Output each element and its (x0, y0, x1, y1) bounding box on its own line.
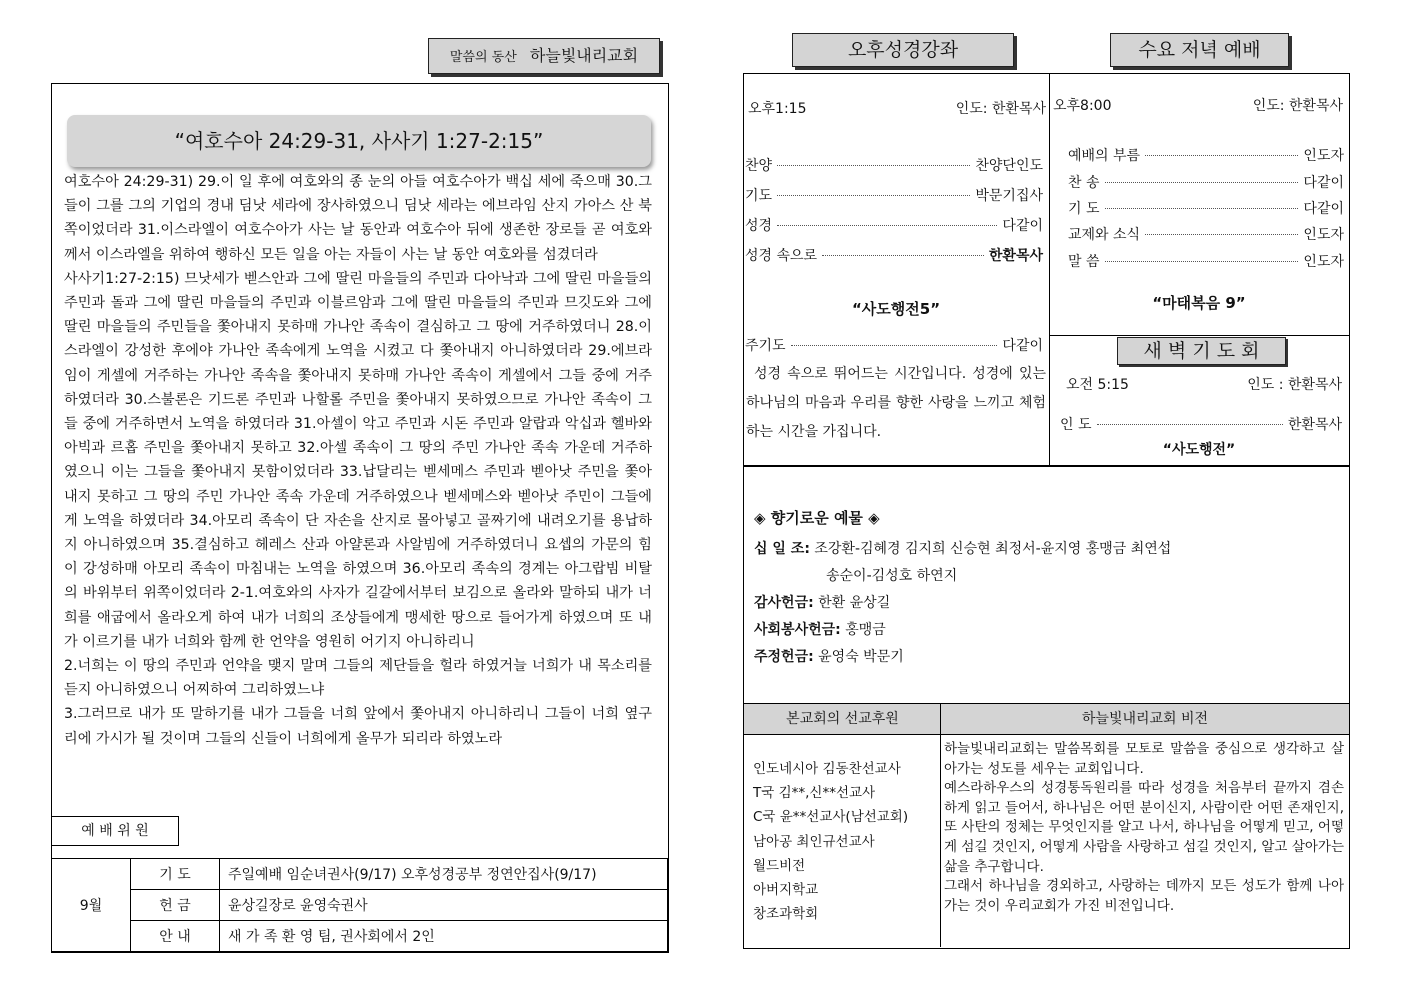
order-label: 찬 송 (1068, 175, 1100, 191)
wednesday-item (1068, 224, 1344, 244)
scripture-paragraph: 3.그러므로 내가 또 말하기를 내가 그들을 너희 앞에서 쫓아내지 아니하리니 그들이 너희 옆구리에 가시가 될 것이며 그들의 신들이 너희에게 올무가 되리라 하였노라 (64, 706, 652, 747)
order-value: 인도자 (1303, 227, 1344, 243)
committee-label: 예 배 위 원 (81, 823, 149, 839)
order-value: 다같이 (1002, 338, 1043, 354)
offering-label: 사회봉사헌금: (754, 622, 841, 638)
wednesday-item (1068, 251, 1344, 271)
order-value: 다같이 (1002, 218, 1043, 234)
committee-detail: 주일예배 임순녀권사(9/17) 오후성경공부 정연안집사(9/17) (220, 859, 668, 890)
order-value: 인도자 (1303, 148, 1344, 164)
dawn-header (1066, 374, 1342, 394)
order-label: 인 도 (1060, 417, 1092, 433)
offering-label: 감사헌금: (754, 595, 814, 611)
dawn-divider (1049, 335, 1349, 336)
scripture-text (64, 170, 652, 816)
offering-row (754, 536, 1344, 563)
scripture-paragraph: 여호수아 24:29-31) 29.이 일 후에 여호와의 종 눈의 아들 여호수아가 백십 세에 죽으매 30.그들이 그를 그의 기업의 경내 딤낫 세라에 장사하였으니 딤낫 세라는 에브라임 산지 가아스 산 북쪽이었더라 31.이스라엘이 여호수아가 사는 날 동안과 여호수아 뒤에 생존한 장로들 곧 여호와께서 이스라엘을 위하여 행하신 모든 일을 아는 자들이 사는 날 동안 여호와를 섬겼더라 (64, 174, 652, 263)
afternoon-topic: “사도행전5” (851, 300, 941, 318)
order-label: 말 씀 (1068, 254, 1100, 270)
order-value: 찬양단인도 (975, 158, 1043, 174)
committee-detail: 새 가 족 환 영 팀, 권사회에서 2인 (220, 921, 668, 952)
committee-label-box (51, 816, 179, 846)
dawn-tab-label: 새 벽 기 도 회 (1143, 340, 1260, 362)
afternoon-item (745, 185, 1043, 205)
order-value: 인도자 (1303, 254, 1344, 270)
dawn-topic: “사도행전” (1162, 442, 1236, 458)
wednesday-header (1053, 95, 1343, 115)
scripture-paragraph: 사사기1:27-2:15) 므낫세가 벧스안과 그에 딸린 마을들의 주민과 다아낙과 그에 딸린 마을들의 주민과 돌과 그에 딸린 마을들의 주민과 이블르암과 그에 딸린 마을들의 주민과 므깃도와 그에 딸린 마을들의 주민들을 쫓아내지 못하매 가나안 족속이 결심하고 그 땅에 거주하였더니 28.이스라엘이 강성한 후에야 가나안 족속에게 노역을 시켰고 다 쫓아내지 아니하였더라 29.에브라임이 게셀에 거주하는 가나안 족속을 쫓아내지 못하매 가나안 족속이 게셀에서 그들 중에 거주하였더라 30.스불론은 기드론 주민과 나할롤 주민을 쫓아내지 못하였으므로 가나안 족속이 그들 중에 거주하면서 노역을 하였더라 31.아셀이 악고 주민과 시돈 주민과 알랍과 악십과 헬바와 아빅과 르홉 주민을 쫓아내지 못하고 32.아셀 족속이 그 땅의 주민 가나안 족속 가운데 거주하였으니 이는 그들을 쫓아내지 못함이었더라 33.납달리는 벧세메스 주민과 벧아낫 주민을 쫓아내지 못하고 그 땅의 주민 가나안 족속 가운데 거주하였으나 벧세메스와 벧아낫 주민이 그들에게 노역을 하였더라 34.아모리 족속이 단 자손을 산지로 몰아넣고 골짜기에 내려오기를 용납하지 아니하였으며 35.결심하고 헤레스 산과 아얄론과 사알빔에 거주하였더니 요셉의 가문의 힘이 강성하매 아모리 족속이 마침내는 노역을 하였으며 36.아모리 족속의 경계는 아그랍빔 비탈의 바위부터 위쪽이었더라 2-1.여호와의 사자가 길갈에서부터 보김으로 올라와 말하되 내가 너희를 애굽에서 올라오게 하여 내가 너희의 조상들에게 맹세한 땅으로 들어가게 하였으며 또 내가 이르기를 내가 너희와 함께 한 언약을 영원히 어기지 아니하리니 (64, 270, 652, 650)
afternoon-tab (792, 33, 1014, 67)
order-value: 다같이 (1303, 201, 1344, 217)
offering-label: 십 일 조: (754, 541, 810, 557)
committee-role: 헌 금 (131, 890, 220, 921)
church-motto: 말씀의 동산 (449, 50, 517, 65)
wednesday-leader: 인도: 한환목사 (1252, 98, 1343, 114)
wednesday-tab (1110, 33, 1289, 67)
dawn-leader: 인도 : 한환목사 (1247, 377, 1342, 393)
offering-value: 윤영숙 박문기 (818, 649, 904, 665)
afternoon-closing (745, 335, 1043, 355)
table-row (52, 859, 668, 890)
offering-label: 주정헌금: (754, 649, 814, 665)
dawn-item (1060, 414, 1342, 434)
committee-table (51, 858, 668, 952)
offering-row (754, 617, 1344, 644)
wednesday-topic: “마태복음 9” (1152, 294, 1246, 312)
list-item: 월드비전 (753, 857, 806, 874)
order-value: 박문기집사 (975, 188, 1043, 204)
afternoon-header (748, 98, 1046, 118)
afternoon-item (745, 155, 1043, 175)
afternoon-description: 성경 속으로 뛰어드는 시간입니다. 성경에 있는 하나님의 마음과 우리를 향한 사랑을 느끼고 체험하는 시간을 가집니다. (746, 366, 1046, 440)
order-value: 다같이 (1303, 175, 1344, 191)
wednesday-item (1068, 145, 1344, 165)
order-label: 예배의 부름 (1068, 148, 1141, 164)
missions-divider (940, 733, 941, 947)
list-item: 창조과학회 (753, 906, 819, 923)
wednesday-item (1068, 198, 1344, 218)
order-label: 기도 (745, 188, 773, 204)
offering-value: 한환 윤상길 (818, 595, 891, 611)
list-item: C국 윤**선교사(남선교회) (753, 809, 909, 826)
missions-header (743, 703, 942, 735)
order-label: 찬양 (745, 158, 773, 174)
offering-value: 조강환-김혜경 김지희 신승현 최정서-윤지영 홍맹금 최연섭 (814, 541, 1172, 557)
vision-text (944, 740, 1344, 916)
order-label: 기 도 (1068, 201, 1100, 217)
afternoon-tab-label: 오후성경강좌 (847, 39, 959, 61)
table-row (52, 890, 668, 921)
scripture-title: “여호수아 24:29-31, 사사기 1:27-2:15” (174, 129, 544, 153)
church-name: 하늘빛내리교회 (529, 46, 639, 65)
missions-list (753, 757, 938, 926)
vision-header-label: 하늘빛내리교회 비전 (1081, 711, 1209, 727)
vision-paragraph: 예스라하우스의 성경통독원리를 따라 성경을 처음부터 끝까지 겸손하게 읽고 들어서, 하나님은 어떤 분이신지, 사람이란 어떤 존재인지, 또 사탄의 정체는 무엇인지를 알고 나서, 하나님을 어떻게 믿고, 어떻게 섬길 것인지, 어떻게 사람을 사랑하고 섬길 것인지, 알고 살아가는 삶을 추구합니다. (944, 780, 1344, 875)
afternoon-time: 오후1:15 (748, 101, 807, 117)
committee-detail: 윤상길장로 윤영숙권사 (220, 890, 668, 921)
offerings-list (754, 536, 1344, 671)
offering-row (754, 590, 1344, 617)
wednesday-item (1068, 172, 1344, 192)
offerings-title: ◈ 향기로운 예물 ◈ (754, 509, 880, 527)
offering-row (754, 563, 1344, 590)
order-label: 성경 (745, 218, 773, 234)
services-divider (1049, 73, 1050, 466)
committee-month: 9월 (52, 859, 131, 952)
wednesday-time: 오후8:00 (1053, 98, 1112, 114)
committee-role: 기 도 (131, 859, 220, 890)
afternoon-item (745, 245, 1043, 265)
offering-row (754, 644, 1344, 671)
missions-header-label: 본교회의 선교후원 (786, 711, 899, 727)
wednesday-tab-label: 수요 저녁 예배 (1138, 39, 1261, 61)
list-item: T국 김**,신**선교사 (753, 785, 876, 802)
committee-role: 안 내 (131, 921, 220, 952)
afternoon-leader: 인도: 한환목사 (955, 101, 1046, 117)
dawn-time: 오전 5:15 (1066, 377, 1129, 393)
order-value: 한환목사 (988, 248, 1043, 264)
offering-value: 송순이-김성호 하연지 (826, 568, 958, 584)
list-item: 아버지학교 (753, 882, 819, 899)
order-value: 한환목사 (1287, 417, 1342, 433)
vision-paragraph: 하늘빛내리교회는 말씀목회를 모토로 말씀을 중심으로 생각하고 살아가는 성도를 세우는 교회입니다. (944, 741, 1344, 777)
list-item: 남아공 최인규선교사 (753, 833, 875, 850)
table-row (52, 921, 668, 952)
offering-value: 홍맹금 (845, 622, 886, 638)
afternoon-item (745, 215, 1043, 235)
list-item: 인도네시아 김동찬선교사 (753, 761, 901, 777)
order-label: 교제와 소식 (1068, 227, 1141, 243)
vision-header (940, 703, 1350, 735)
dawn-tab (1117, 337, 1286, 365)
scripture-paragraph: 2.너희는 이 땅의 주민과 언약을 맺지 말며 그들의 제단들을 헐라 하였거늘 너희가 내 목소리를 듣지 아니하였으니 어찌하여 그리하였느냐 (64, 658, 652, 699)
order-label: 성경 속으로 (745, 248, 818, 264)
scripture-title-banner (67, 115, 651, 167)
church-header-tab (428, 38, 660, 74)
order-label: 주기도 (745, 338, 786, 354)
vision-paragraph: 그래서 하나님을 경외하고, 사랑하는 데까지 모든 성도가 함께 나아가는 것이 우리교회가 가진 비전입니다. (944, 878, 1344, 914)
